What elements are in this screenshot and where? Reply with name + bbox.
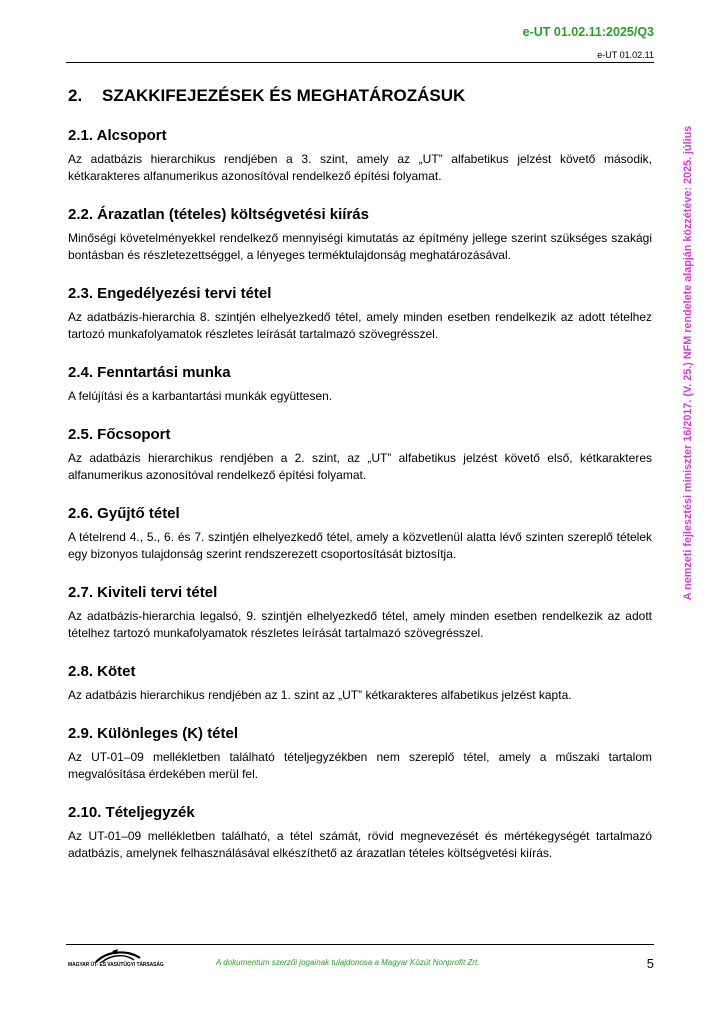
chapter-number: 2. — [68, 86, 83, 105]
section-2-9 — [68, 725, 652, 783]
section-title: 2.2. Árazatlan (tételes) költségvetési kiírás — [68, 206, 369, 223]
section-2-10 — [68, 804, 652, 862]
side-publication-note — [680, 96, 696, 630]
section-title: 2.8. Kötet — [68, 663, 136, 680]
header-divider — [66, 62, 654, 63]
section-title: 2.6. Gyűjtő tétel — [68, 505, 180, 522]
section-2-7 — [68, 584, 652, 642]
section-body: Az UT-01–09 mellékletben található, a tétel számát, rövid megnevezését és mértékegységét tartalmazó adatbázis, amelynek felhasználásával elkészíthető az árazatlan tételes költségvetési kiírás. — [68, 829, 652, 860]
side-publication-note-text: A nemzeti fejlesztési miniszter 16/2017. (V. 25.) NFM rendelete alapján közzétéve: 2025. július — [682, 125, 694, 601]
chapter-title — [68, 86, 652, 106]
section-title: 2.4. Fenntartási munka — [68, 364, 231, 381]
copyright-note: A dokumentum szerzői jogainak tulajdonosa a Magyar Közút Nonprofit Zrt. — [216, 958, 480, 967]
document-code: e-UT 01.02.11:2025/Q3 — [522, 25, 654, 39]
section-body: Az adatbázis hierarchikus rendjében a 2. szint, az „UT” alfabetikus jelzést követő első, kétkarakteres alfanumerikus azonosítóval rendelkező építési folyamat. — [68, 451, 652, 482]
section-body: A felújítási és a karbantartási munkák együttesen. — [68, 389, 333, 403]
section-body: Az adatbázis hierarchikus rendjében az 1. szint az „UT” kétkarakteres alfabetikus jelzést kapta. — [68, 688, 572, 702]
section-title: 2.7. Kiviteli tervi tétel — [68, 584, 218, 601]
section-2-6 — [68, 505, 652, 563]
document-subcode: e-UT 01.02.11 — [597, 50, 654, 60]
section-body: Az adatbázis-hierarchia legalsó, 9. szintjén elhelyezkedő tétel, amely minden esetben rendelkezik az adott tételhez tartozó munkafolyamatok részletes leírását tartalmazó szövegrésszel. — [68, 609, 652, 640]
section-body: Az UT-01–09 mellékletben található tételjegyzékben nem szereplő tétel, amely a műszaki tartalom megvalósítása érdekében merül fel. — [68, 750, 652, 781]
section-body: A tételrend 4., 5., 6. és 7. szintjén elhelyezkedő tétel, amely a közvetlenül alatta lévő szinten szereplő tételek egy bizonyos tulajdonság szerint rendszerezett csoportosítását biztosítja. — [68, 530, 652, 561]
section-2-5 — [68, 426, 652, 484]
section-2-1 — [68, 127, 652, 185]
section-2-2 — [68, 206, 652, 264]
page-content — [68, 86, 652, 883]
section-title: 2.10. Tételjegyzék — [68, 804, 195, 821]
section-2-3 — [68, 285, 652, 343]
section-title: 2.3. Engedélyezési tervi tétel — [68, 285, 272, 302]
footer-divider — [66, 944, 654, 945]
section-title: 2.1. Alcsoport — [68, 127, 167, 144]
section-title: 2.5. Főcsoport — [68, 426, 171, 443]
section-2-8 — [68, 663, 652, 704]
section-body: Minőségi követelményekkel rendelkező mennyiségi kimutatás az építmény jellege szerint szükséges szakági bontásban és részletezettséggel, a lényeges terméktulajdonság meghatározásával. — [68, 231, 652, 262]
chapter-title-text: SZAKKIFEJEZÉSEK ÉS MEGHATÁROZÁSUK — [102, 86, 466, 105]
page-number: 5 — [646, 956, 654, 971]
section-body: Az adatbázis-hierarchia 8. szintjén elhelyezkedő tétel, amely minden esetben rendelkezik az adott tételhez tartozó munkafolyamatok részletes leírását tartalmazó szövegrésszel. — [68, 310, 652, 341]
section-body: Az adatbázis hierarchikus rendjében a 3. szint, amely az „UT” alfabetikus jelzést követő második, kétkarakteres alfanumerikus azonosítóval rendelkező építési folyamat. — [68, 152, 652, 183]
society-logo-text: MAGYAR ÚT- ÉS VASÚTÜGYI TÁRSASÁG — [68, 962, 164, 968]
section-title: 2.9. Különleges (K) tétel — [68, 725, 239, 742]
section-2-4 — [68, 364, 652, 405]
